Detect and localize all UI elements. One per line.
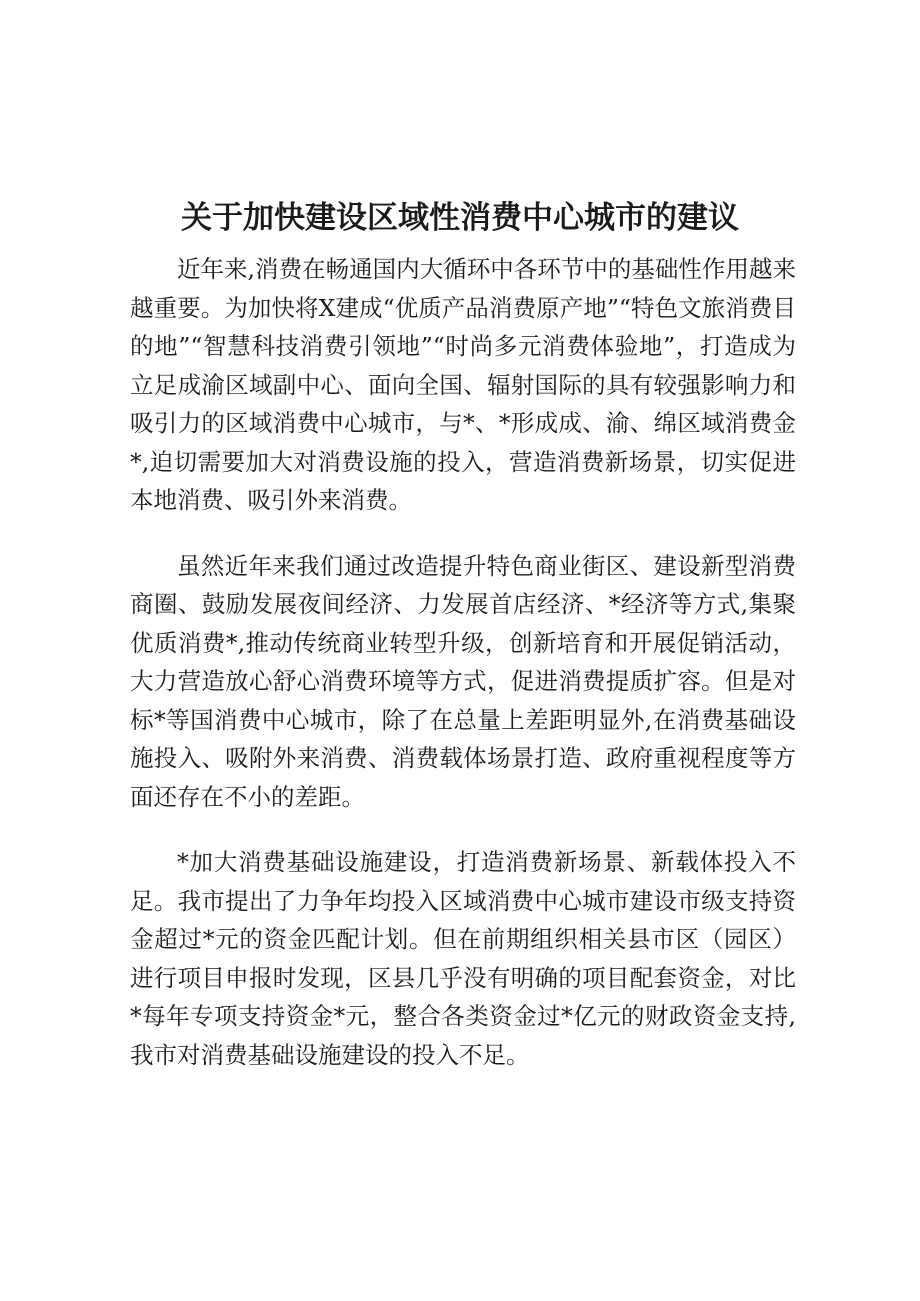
paragraph-1: 近年来,消费在畅通国内大循环中各环节中的基础性作用越来越重要。为加快将X建成“优质产品消费原产地”“特色文旅消费目的地”“智慧科技消费引领地”“时尚多元消费体验地”，打造成为立足成渝区域副中心、面向全国、辐射国际的具有较强影响力和吸引力的区域消费中心城市，与*、*形成成、渝、绵区域消费金*,迫切需要加大对消费设施的投入，营造消费新场景，切实促进本地消费、吸引外来消费。 <box>130 255 796 514</box>
paragraph-3: *加大消费基础设施建设，打造消费新场景、新载体投入不足。我市提出了力争年均投入区域消费中心城市建设市级支持资金超过*元的资金匹配计划。但在前期组织相关县市区（园区）进行项目申报时发现，区县几乎没有明确的项目配套资金，对比*每年专项支持资金*元，整合各类资金过*亿元的财政资金支持,我市对消费基础设施建设的投入不足。 <box>130 848 796 1069</box>
document-body <box>130 250 796 1074</box>
document-title: 关于加快建设区域性消费中心城市的建议 <box>181 200 739 236</box>
paragraph-2: 虽然近年来我们通过改造提升特色商业街区、建设新型消费商圈、鼓励发展夜间经济、力发展首店经济、*经济等方式,集聚优质消费*,推动传统商业转型升级，创新培育和开展促销活动，大力营造放心舒心消费环境等方式，促进消费提质扩容。但是对标*等国消费中心城市，除了在总量上差距明显外,在消费基础设施投入、吸附外来消费、消费载体场景打造、政府重视程度等方面还存在不小的差距。 <box>130 551 796 811</box>
